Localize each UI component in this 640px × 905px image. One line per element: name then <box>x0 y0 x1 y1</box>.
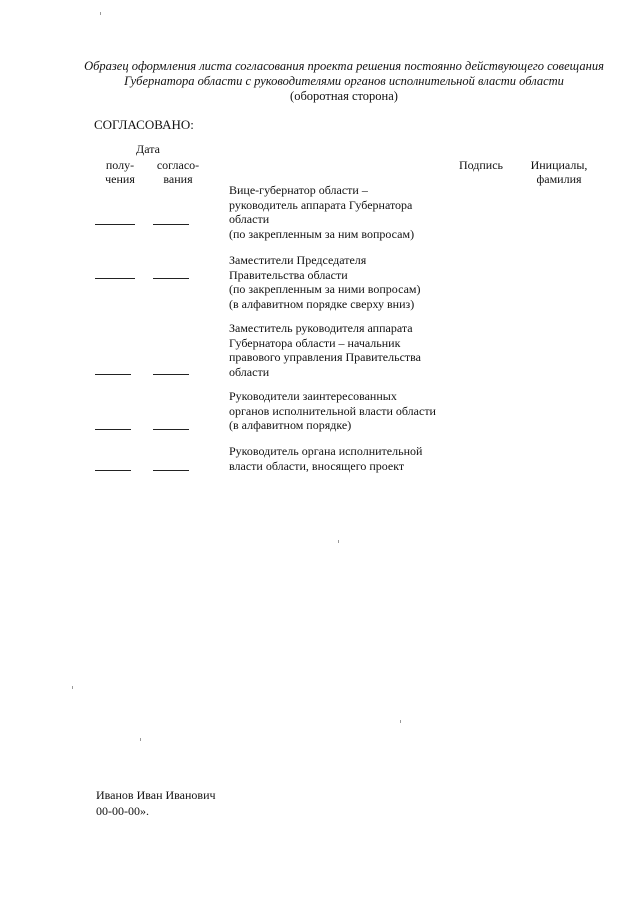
document-heading <box>60 59 628 104</box>
entry-line: правового управления Правительства <box>229 350 421 365</box>
entry-line: власти области, вносящего проект <box>229 458 405 473</box>
signer-block <box>96 787 216 819</box>
received-header-line-2: чения <box>105 172 135 186</box>
approved-header-line-2: вания <box>163 172 193 186</box>
approval-entry-deputy-chairmen <box>229 253 449 311</box>
approval-entry-executive-heads <box>229 389 449 433</box>
approved-header-line-1: согласо- <box>156 158 200 172</box>
date-received-line <box>95 224 135 225</box>
date-approved-line <box>153 224 189 225</box>
entry-line: Вице-губернатор области – <box>229 183 368 197</box>
heading-line-3: (оборотная сторона) <box>290 89 398 103</box>
received-column-header <box>96 158 144 186</box>
approval-entry-vice-governor <box>229 183 449 241</box>
initials-header-line-2: фамилия <box>536 172 582 186</box>
date-approved-line <box>153 374 189 375</box>
scan-speck <box>72 686 73 689</box>
entry-line: Губернатора области – начальник <box>229 335 401 350</box>
approval-entry-legal-department <box>229 321 449 379</box>
entry-line: (в алфавитном порядке сверху вниз) <box>229 296 415 311</box>
entry-line: Правительства области <box>229 267 348 282</box>
signer-name: Иванов Иван Иванович <box>96 788 216 802</box>
entry-line: Руководитель органа исполнительной <box>229 444 423 458</box>
initials-column-header <box>522 158 596 186</box>
entry-line: руководитель аппарата Губернатора <box>229 197 413 212</box>
signer-phone: 00-00-00». <box>96 804 149 818</box>
approved-column-header <box>150 158 206 186</box>
date-received-line <box>95 278 135 279</box>
signature-column-header: Подпись <box>458 158 504 172</box>
entry-line: (по закрепленным за ними вопросам) <box>229 282 421 297</box>
date-approved-line <box>153 470 189 471</box>
entry-line: области <box>229 364 270 379</box>
approval-entry-submitting-body <box>229 444 449 473</box>
entry-line: Заместитель руководителя аппарата <box>229 321 413 335</box>
date-received-line <box>95 374 131 375</box>
date-received-line <box>95 429 131 430</box>
agreed-label: СОГЛАСОВАНО: <box>94 117 194 132</box>
scan-speck <box>338 540 339 543</box>
date-received-line <box>95 470 131 471</box>
received-header-line-1: полу- <box>105 158 135 172</box>
scan-speck <box>140 738 141 741</box>
date-approved-line <box>153 429 189 430</box>
entry-line: Заместители Председателя <box>229 253 367 267</box>
date-approved-line <box>153 278 189 279</box>
entry-line: органов исполнительной власти области <box>229 403 436 418</box>
scan-speck <box>400 720 401 723</box>
heading-line-2: Губернатора области с руководителями органов исполнительной власти области <box>124 74 564 88</box>
entry-line: (в алфавитном порядке) <box>229 418 352 433</box>
scan-speck <box>100 12 101 15</box>
date-column-header: Дата <box>136 142 160 156</box>
entry-line: (по закрепленным за ним вопросам) <box>229 226 415 241</box>
heading-line-1: Образец оформления листа согласования проекта решения постоянно действующего совещания <box>84 59 604 73</box>
initials-header-line-1: Инициалы, <box>530 158 588 172</box>
entry-line: области <box>229 212 270 227</box>
entry-line: Руководители заинтересованных <box>229 389 397 403</box>
